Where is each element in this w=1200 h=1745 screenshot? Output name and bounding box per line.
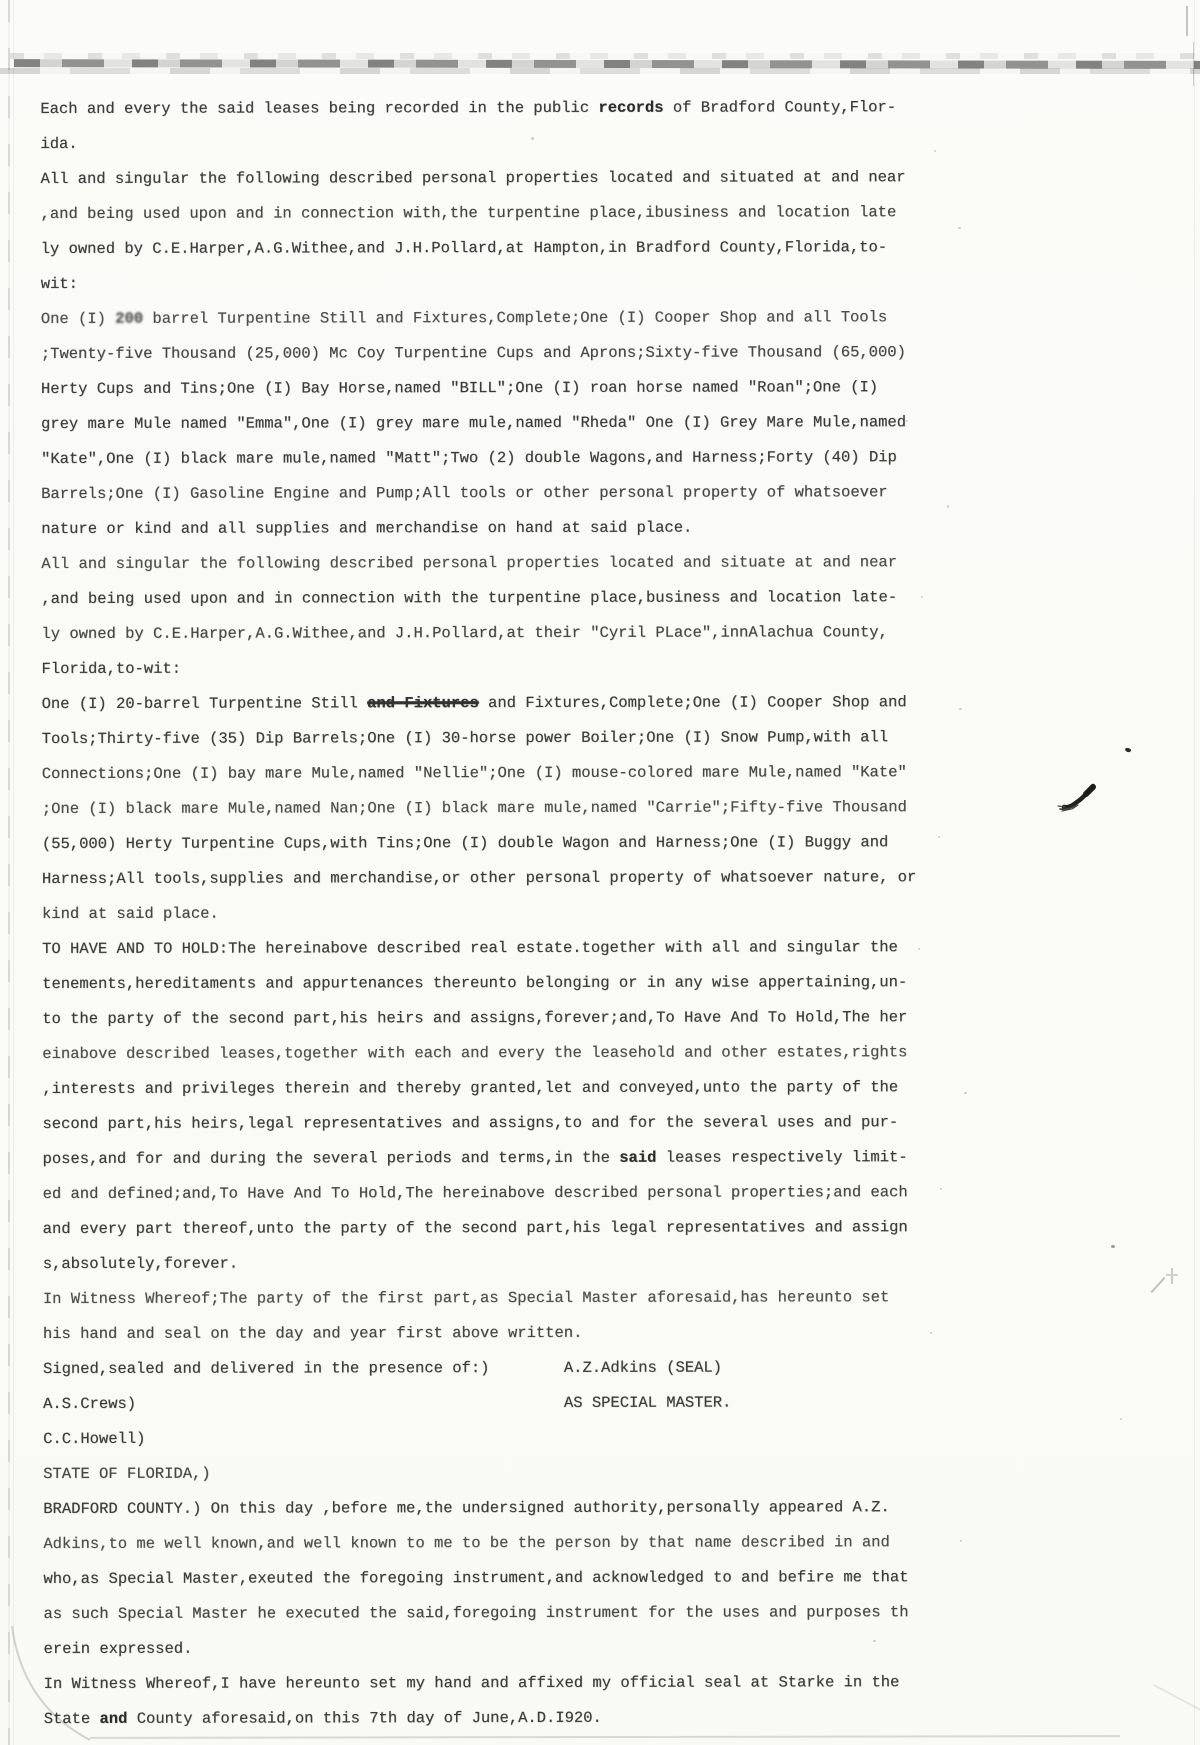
pen-stroke-mark xyxy=(1151,1277,1166,1293)
paper-speck xyxy=(873,1640,876,1642)
document-line: C.C.Howell) xyxy=(43,1429,146,1448)
document-line: and every part thereof,unto the party of the second part,his legal representatives and assign xyxy=(42,1218,908,1238)
document-line: ,and being used upon and in connection with,the turpentine place,ibusiness and location late xyxy=(40,203,897,223)
document-line: ly owned by C.E.Harper,A.G.Withee,and J.H.Pollard,at their "Cyril PLace",innAlachua County, xyxy=(41,623,888,643)
paper-speck xyxy=(918,948,920,950)
document-line: (55,000) Herty Turpentine Cups,with Tins;One (I) double Wagon and Harness;One (I) Buggy and xyxy=(41,833,889,853)
paper-speck xyxy=(938,836,940,838)
page-curl-line xyxy=(6,1622,96,1745)
document-line: ed and defined;and,To Have And To Hold,The hereinabove described personal properties;and each xyxy=(42,1183,908,1203)
document-line: ,and being used upon and in connection with the turpentine place,business and location late- xyxy=(41,588,898,608)
scan-edge-line xyxy=(8,0,10,1745)
document-line: as such Special Master he executed the said,foregoing instrument for the uses and purposes th xyxy=(43,1603,909,1623)
document-line: All and singular the following described personal properties located and situated at and near xyxy=(40,168,906,188)
scan-edge-line xyxy=(1194,0,1195,1745)
paper-speck xyxy=(959,708,962,710)
document-line: Signed,sealed and delivered in the presence of:) A.Z.Adkins (SEAL) xyxy=(42,1358,722,1378)
paper-speck xyxy=(1120,1418,1122,1420)
document-line: ida. xyxy=(40,134,78,153)
document-line: ly owned by C.E.Harper,A.G.Withee,and J.H.Pollard,at Hampton,in Bradford County,Florida,to- xyxy=(40,238,888,258)
document-line: Herty Cups and Tins;One (I) Bay Horse,named "BILL";One (I) roan horse named "Roan";One (I) xyxy=(40,378,879,398)
document-line: One (I) 200 barrel Turpentine Still and Fixtures,Complete;One (I) Cooper Shop and all Tools xyxy=(40,308,888,328)
paper-speck xyxy=(940,1188,942,1190)
document-line: Barrels;One (I) Gasoline Engine and Pump;All tools or other personal property of whatsoever xyxy=(41,483,888,503)
document-line: Adkins,to me well known,and well known to me to be the person by that name described in and xyxy=(43,1533,890,1553)
document-line: State and County aforesaid,on this 7th day of June,A.D.I920. xyxy=(43,1708,602,1728)
document-line: grey mare Mule named "Emma",One (I) grey mare mule,named "Rheda" One (I) Grey Mare Mule,named xyxy=(40,413,907,433)
document-line: who,as Special Master,exeuted the foregoing instrument,and acknowledged to and befire me that xyxy=(43,1568,909,1588)
document-line: Connections;One (I) bay mare Mule,named "Nellie";One (I) mouse-colored mare Mule,named "Kate" xyxy=(41,763,907,783)
scan-edge-line xyxy=(13,0,14,1745)
scan-fold-band xyxy=(10,53,1200,59)
document-line: wit: xyxy=(40,274,78,293)
document-line: Harness;All tools,supplies and merchandise,or other personal property of whatsoever nature, or xyxy=(41,868,917,888)
document-line: ;One (I) black mare Mule,named Nan;One (I) black mare mule,named "Carrie";Fifty-five Thousand xyxy=(41,798,907,818)
paper-speck xyxy=(906,420,908,422)
document-line: In Witness Whereof,I have hereunto set my hand and affixed my official seal at Starke in the xyxy=(43,1673,900,1693)
document-line: Tools;Thirty-five (35) Dip Barrels;One (I) 30-horse power Boiler;One (I) Snow Pump,with all xyxy=(41,728,889,748)
document-line: In Witness Whereof;The party of the first part,as Special Master aforesaid,has hereunto set xyxy=(42,1288,890,1308)
scan-edge-mark xyxy=(1193,42,1194,86)
pen-cross-mark xyxy=(1166,1268,1178,1284)
document-line: Each and every the said leases being recorded in the public records of Bradford County,Flor- xyxy=(40,98,897,118)
document-line: s,absolutely,forever. xyxy=(42,1254,239,1273)
document-line: One (I) 20-barrel Turpentine Still and Fixtures and Fixtures,Complete;One (I) Cooper Shop and xyxy=(41,693,907,713)
corner-shadow-line xyxy=(1153,1684,1200,1714)
scan-edge-mark xyxy=(1186,6,1188,36)
paper-speck xyxy=(930,1332,932,1334)
paper-speck xyxy=(960,1540,962,1542)
document-line: kind at said place. xyxy=(41,904,219,923)
document-line: STATE OF FLORIDA,) xyxy=(43,1464,211,1483)
ink-dot-mark xyxy=(1124,747,1131,753)
bottom-scan-line xyxy=(90,1735,1120,1739)
paper-speck xyxy=(1111,1245,1115,1248)
document-line: nature or kind and all supplies and merchandise on hand at said place. xyxy=(41,518,693,538)
paper-speck xyxy=(947,505,949,508)
document-line: to the party of the second part,his heirs and assigns,forever;and,To Have And To Hold,The her xyxy=(42,1008,908,1028)
document-line: All and singular the following described personal properties located and situate at and near xyxy=(41,553,898,573)
document-line: ,interests and privileges therein and thereby granted,let and conveyed,unto the party of the xyxy=(42,1078,899,1098)
document-line: tenements,hereditaments and appurtenances thereunto belonging or in any wise appertaining,un- xyxy=(42,973,908,993)
document-line: Florida,to-wit: xyxy=(41,659,182,678)
paper-speck xyxy=(964,1092,967,1094)
paper-speck xyxy=(934,150,936,152)
paper-speck xyxy=(531,137,534,140)
ink-scribble-mark xyxy=(1056,780,1100,814)
paper-speck xyxy=(921,596,923,598)
paper-speck xyxy=(958,227,961,229)
document-line: poses,and for and during the several periods and terms,in the said leases respectively limit- xyxy=(42,1148,908,1168)
document-line: BRADFORD COUNTY.) On this day ,before me,the undersigned authority,personally appeared A.Z. xyxy=(43,1498,890,1518)
document-line: einabove described leases,together with each and every the leasehold and other estates,rights xyxy=(42,1043,908,1063)
document-line: his hand and seal on the day and year first above written. xyxy=(42,1323,583,1343)
document-line: erein expressed. xyxy=(43,1639,193,1658)
document-line: "Kate",One (I) black mare mule,named "Matt";Two (2) double Wagons,and Harness;Forty (40) Dip xyxy=(41,448,897,468)
document-line: ;Twenty-five Thousand (25,000) Mc Coy Turpentine Cups and Aprons;Sixty-five Thousand (65,000) xyxy=(40,343,906,363)
scan-fold-band xyxy=(0,68,1200,74)
document-line: TO HAVE AND TO HOLD:The hereinabove described real estate.together with all and singular the xyxy=(42,938,898,958)
document-line: second part,his heirs,legal representatives and assigns,to and for the several uses and pur- xyxy=(42,1113,899,1133)
document-line: A.S.Crews) AS SPECIAL MASTER. xyxy=(43,1393,732,1413)
document-text xyxy=(40,90,983,1737)
